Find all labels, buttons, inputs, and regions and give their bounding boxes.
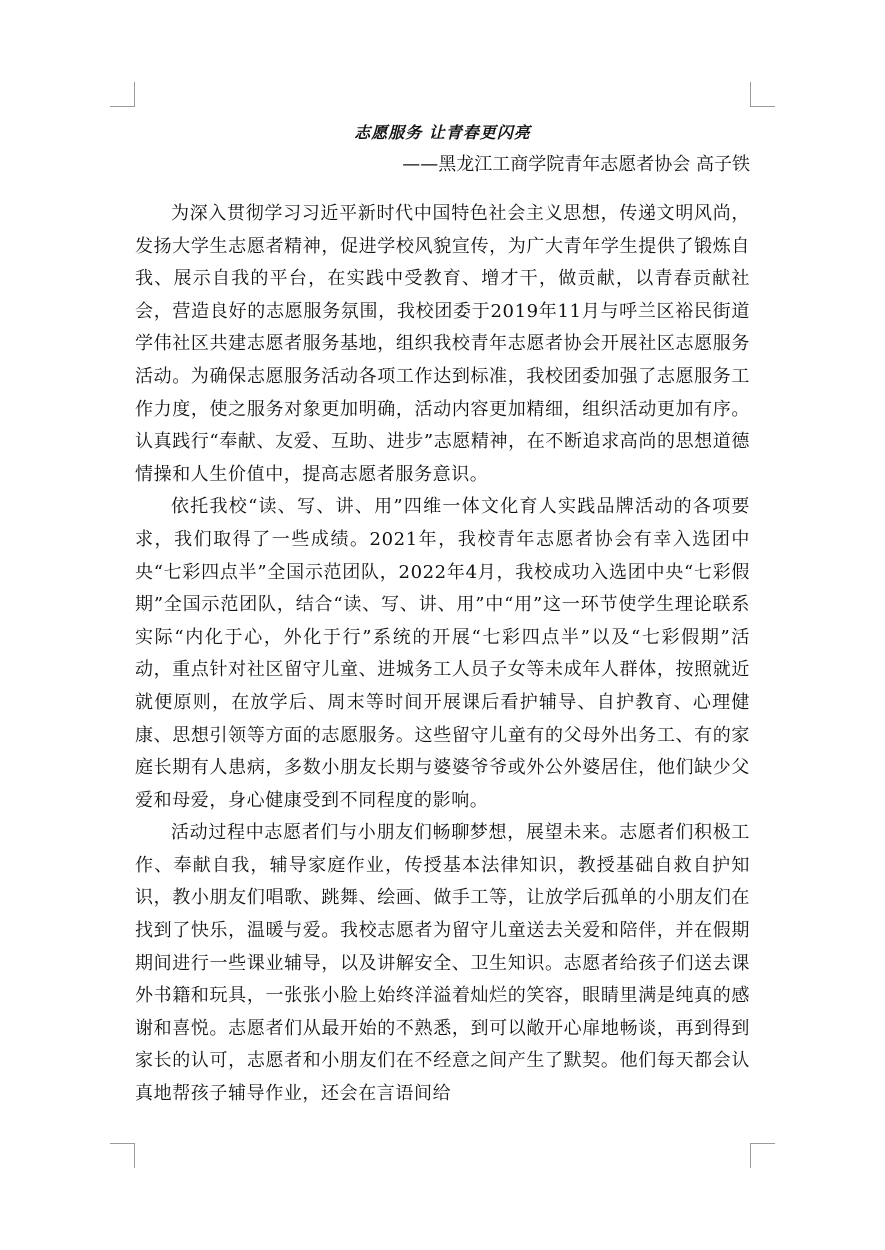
paragraph-2: 依托我校“读、写、讲、用”四维一体文化育人实践品牌活动的各项要求，我们取得了一些成绩。2021年，我校青年志愿者协会有幸入选团中央“七彩四点半”全国示范团队，2022年4月，我校成功入选团中央“七彩假期”全国示范团队，结合“读、写、讲、用”中“用”这一环节使学生理论联系实际“内化于心，外化于行”系统的开展“七彩四点半”以及“七彩假期”活动，重点针对社区留守儿童、进城务工人员子女等未成年人群体，按照就近就便原则，在放学后、周末等时间开展课后看护辅导、自护教育、心理健康、思想引领等方面的志愿服务。这些留守儿童有的父母外出务工、有的家庭长期有人患病，多数小朋友长期与婆婆爷爷或外公外婆居住，他们缺少父爱和母爱，身心健康受到不同程度的影响。 [135,496,750,811]
margin-mark-top-left [110,82,135,107]
document-author: ——黑龙江工商学院青年志愿者协会 高子铁 [402,154,750,175]
paragraph-1: 为深入贯彻学习习近平新时代中国特色社会主义思想，传递文明风尚，发扬大学生志愿者精神，促进学校风貌宣传，为广大青年学生提供了锻炼自我、展示自我的平台，在实践中受教育、增才干，做贡献，以青春贡献社会，营造良好的志愿服务氛围，我校团委于2019年11月与呼兰区裕民街道学伟社区共建志愿者服务基地，组织我校青年志愿者协会开展社区志愿服务活动。为确保志愿服务活动各项工作达到标准，我校团委加强了志愿服务工作力度，使之服务对象更加明确，活动内容更加精细，组织活动更加有序。认真践行“奉献、友爱、互助、进步”志愿精神，在不断追求高尚的思想道德情操和人生价值中，提高志愿者服务意识。 [135,203,750,485]
margin-mark-top-right [750,82,775,107]
document-title: 志愿服务 让青春更闪亮 [354,123,531,142]
document-body [135,118,750,1111]
paragraph-3: 活动过程中志愿者们与小朋友们畅聊梦想，展望未来。志愿者们积极工作、奉献自我，辅导家庭作业，传授基本法律知识，教授基础自救自护知识，教小朋友们唱歌、跳舞、绘画、做手工等，让放学后孤单的小朋友们在找到了快乐，温暖与爱。我校志愿者为留守儿童送去关爱和陪伴，并在假期期间进行一些课业辅导，以及讲解安全、卫生知识。志愿者给孩子们送去课外书籍和玩具，一张张小脸上始终洋溢着灿烂的笑容，眼睛里满是纯真的感谢和喜悦。志愿者们从最开始的不熟悉，到可以敞开心扉地畅谈，再到得到家长的认可，志愿者和小朋友们在不经意之间产生了默契。他们每天都会认真地帮孩子辅导作业，还会在言语间给 [135,822,750,1105]
margin-mark-bottom-right [750,1143,775,1168]
margin-mark-bottom-left [110,1143,135,1168]
